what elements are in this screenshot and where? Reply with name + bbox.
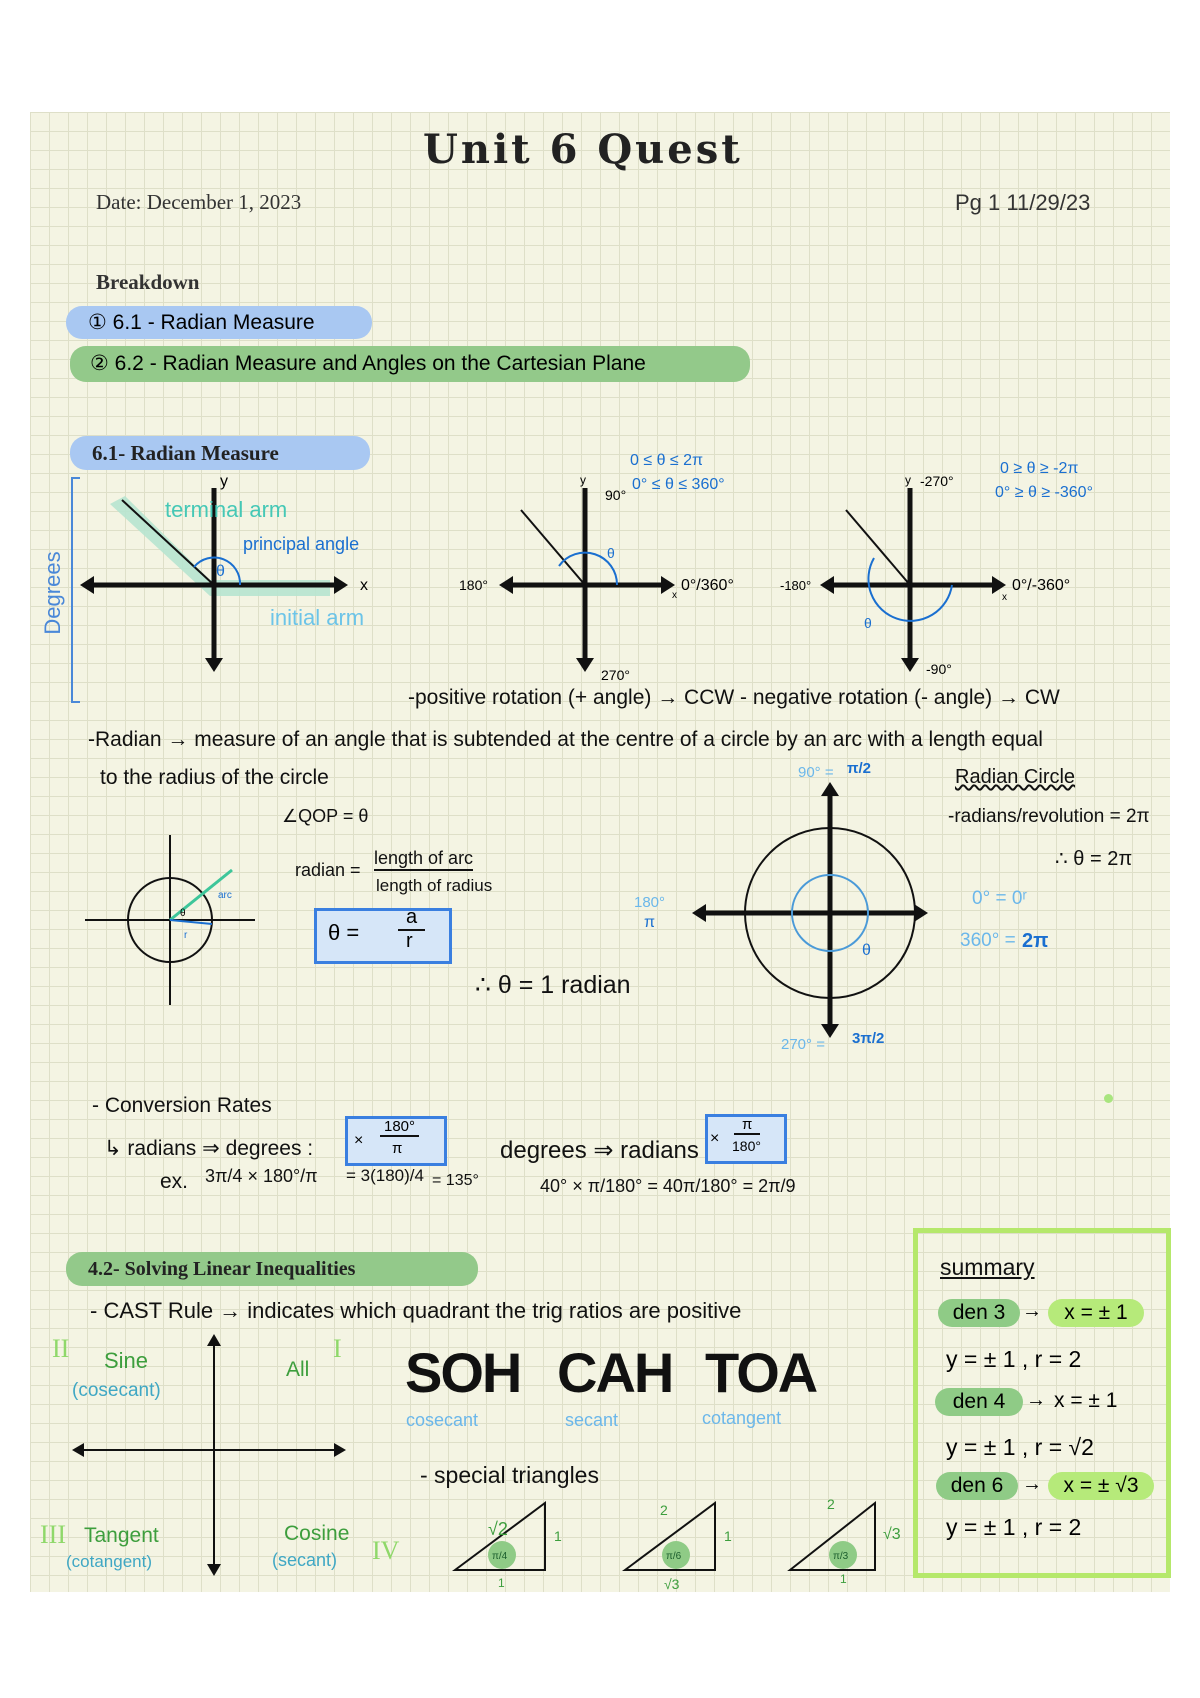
example-2: 40° × π/180° = 40π/180° = 2π/9 xyxy=(540,1176,796,1196)
range-deg: 0° ≤ θ ≤ 360° xyxy=(632,476,725,493)
svg-text:x: x xyxy=(672,590,677,601)
range-neg-rad: 0 ≥ θ ≥ -2π xyxy=(1000,460,1079,477)
tangent-label: Tangent xyxy=(84,1524,159,1547)
den4-x: x = ± 1 xyxy=(1054,1389,1118,1412)
soh-sub: cosecant xyxy=(406,1410,479,1430)
rotation-note: -positive rotation (+ angle) → CCW - negative rotation (- angle) → CW xyxy=(408,686,1060,709)
svg-text:√3: √3 xyxy=(664,1576,680,1592)
degrees-to-radians: degrees ⇒ radians xyxy=(500,1137,699,1164)
quadrant-iii: III xyxy=(40,1520,66,1549)
den4-arrow: → xyxy=(1026,1389,1046,1411)
den3-y: y = ± 1 , r = 2 xyxy=(946,1346,1082,1372)
svg-text:180°: 180° xyxy=(459,577,488,593)
toa-sub: cotangent xyxy=(702,1408,782,1428)
example-1-result: = 135° xyxy=(432,1172,479,1189)
svg-text:0°/360°: 0°/360° xyxy=(681,577,734,594)
conversion-heading: - Conversion Rates xyxy=(92,1094,272,1117)
circle-zero: 0° = 0ʳ xyxy=(972,888,1027,909)
den6-arrow: → xyxy=(1022,1473,1042,1495)
circle-full-deg: 360° = xyxy=(960,930,1016,951)
circle-bottom-deg: 270° = xyxy=(781,1036,825,1053)
svg-text:2: 2 xyxy=(660,1502,668,1518)
radian-fraction-denominator: length of radius xyxy=(376,876,493,895)
arc-radius-circle xyxy=(80,830,260,1010)
rad-factor-den: π xyxy=(392,1140,403,1157)
theta-label: θ xyxy=(216,563,225,580)
special-triangles-label: - special triangles xyxy=(420,1462,599,1488)
quadrant-ii: II xyxy=(52,1334,70,1363)
svg-text:θ: θ xyxy=(864,615,872,631)
special-triangle-pi-3 xyxy=(785,1495,915,1585)
cotangent-label: (cotangent) xyxy=(66,1552,152,1571)
svg-text:π/4: π/4 xyxy=(492,1551,508,1562)
toa-text: TOA xyxy=(705,1341,817,1404)
angle-qop: ∠QOP = θ xyxy=(282,806,369,826)
deg-factor-mult: × xyxy=(710,1130,720,1147)
section-pill-6-1: 6.1- Radian Measure xyxy=(70,436,370,470)
y-label: y xyxy=(220,473,228,490)
terminal-arm-label: terminal arm xyxy=(165,497,288,522)
svg-text:π/3: π/3 xyxy=(833,1551,849,1562)
example-label: ex. xyxy=(160,1170,189,1193)
cosecant-label: (cosecant) xyxy=(72,1380,161,1401)
positive-rotation-diagram xyxy=(455,470,734,683)
principal-angle-label: principal angle xyxy=(243,534,360,554)
soh-text: SOH xyxy=(405,1341,521,1404)
summary-title: summary xyxy=(940,1254,1035,1280)
svg-text:y: y xyxy=(580,473,586,487)
cast-rule: - CAST Rule → indicates which quadrant the trig ratios are positive xyxy=(90,1298,742,1323)
svg-text:-90°: -90° xyxy=(926,661,952,677)
circle-top-rad: π/2 xyxy=(847,760,871,777)
date-text: Date: December 1, 2023 xyxy=(96,190,302,214)
svg-text:1: 1 xyxy=(498,1576,505,1590)
circle-full-rad: 2π xyxy=(1022,930,1049,952)
example-1-mid: = 3(180)/4 xyxy=(346,1166,424,1185)
degrees-label: Degrees xyxy=(40,551,65,635)
svg-text:π/6: π/6 xyxy=(666,1551,682,1562)
negative-rotation-diagram xyxy=(780,470,1130,680)
secant-label: (secant) xyxy=(272,1550,338,1570)
all-label: All xyxy=(286,1358,310,1381)
breakdown-heading: Breakdown xyxy=(96,270,200,294)
svg-text:-180°: -180° xyxy=(780,578,812,593)
range-neg-deg: 0° ≥ θ ≥ -360° xyxy=(995,484,1093,501)
radian-formula-label: radian = xyxy=(295,860,361,880)
rad-factor-num: 180° xyxy=(380,1118,419,1137)
svg-text:x: x xyxy=(1002,592,1007,603)
radian-circle-diagram xyxy=(690,780,930,1040)
svg-text:r: r xyxy=(184,930,188,941)
quadrant-iv: IV xyxy=(372,1536,400,1565)
den6-y: y = ± 1 , r = 2 xyxy=(946,1514,1082,1540)
den3-arrow: → xyxy=(1022,1300,1042,1322)
section-pill-4-2: 4.2- Solving Linear Inequalities xyxy=(66,1252,478,1286)
radians-per-revolution: -radians/revolution = 2π xyxy=(948,806,1150,827)
green-dot xyxy=(1104,1094,1113,1103)
svg-text:√2: √2 xyxy=(488,1519,508,1539)
svg-text:2: 2 xyxy=(827,1496,835,1512)
svg-text:90°: 90° xyxy=(605,487,627,503)
den4-pill: den 4 xyxy=(935,1388,1023,1416)
den3-x: x = ± 1 xyxy=(1048,1299,1144,1327)
sine-label: Sine xyxy=(104,1348,149,1373)
theta-den: r xyxy=(406,930,413,952)
cosine-label: Cosine xyxy=(284,1522,350,1545)
therefore-one-radian: ∴ θ = 1 radian xyxy=(475,971,631,999)
svg-text:arc: arc xyxy=(218,890,232,901)
example-1: 3π/4 × 180°/π xyxy=(205,1166,318,1186)
x-label: x xyxy=(360,577,368,594)
special-triangle-pi-4 xyxy=(450,1495,570,1590)
cah-text: CAH xyxy=(557,1341,673,1404)
svg-text:√3: √3 xyxy=(883,1526,901,1543)
circle-left-deg: 180° xyxy=(634,894,666,911)
quadrant-i: I xyxy=(333,1334,342,1363)
special-triangle-pi-6 xyxy=(620,1495,740,1595)
svg-text:0°/-360°: 0°/-360° xyxy=(1012,577,1071,594)
svg-text:θ: θ xyxy=(180,908,186,919)
radian-fraction-numerator: length of arc xyxy=(374,848,473,871)
svg-text:270°: 270° xyxy=(601,667,630,683)
radian-definition-2: to the radius of the circle xyxy=(100,766,329,789)
initial-arm-label: initial arm xyxy=(270,605,365,630)
theta-two-pi: ∴ θ = 2π xyxy=(1055,848,1133,870)
den4-y: y = ± 1 , r = √2 xyxy=(946,1434,1094,1460)
radian-definition-1: -Radian → measure of an angle that is subtended at the centre of a circle by an arc with a length equal xyxy=(88,728,1043,751)
den6-x: x = ± √3 xyxy=(1048,1472,1154,1500)
den6-pill: den 6 xyxy=(936,1472,1018,1500)
svg-text:1: 1 xyxy=(554,1528,562,1544)
circle-left-rad: π xyxy=(644,914,656,931)
svg-text:1: 1 xyxy=(724,1528,732,1544)
theta-eq: θ = xyxy=(328,920,360,945)
svg-text:-270°: -270° xyxy=(920,473,954,489)
circle-bottom-rad: 3π/2 xyxy=(852,1030,885,1047)
deg-factor-num: π xyxy=(734,1116,760,1135)
svg-text:1: 1 xyxy=(840,1572,847,1586)
den3-pill: den 3 xyxy=(938,1299,1020,1327)
radians-to-degrees: ↳ radians ⇒ degrees : xyxy=(104,1137,314,1160)
circle-top-deg: 90° = xyxy=(798,764,834,781)
svg-text:θ: θ xyxy=(862,942,871,959)
theta-num: a xyxy=(398,906,425,931)
range-rad: 0 ≤ θ ≤ 2π xyxy=(630,452,704,469)
cah-sub: secant xyxy=(565,1410,619,1430)
breakdown-item-2: ② 6.2 - Radian Measure and Angles on the Cartesian Plane xyxy=(70,346,750,382)
radian-circle-title: Radian Circle xyxy=(955,766,1076,788)
breakdown-item-1: ① 6.1 - Radian Measure xyxy=(66,306,372,339)
rad-factor-mult: × xyxy=(354,1132,364,1149)
page-title: Unit 6 Quest xyxy=(423,126,743,173)
deg-factor-den: 180° xyxy=(732,1138,761,1154)
page-note: Pg 1 11/29/23 xyxy=(955,190,1091,215)
svg-text:θ: θ xyxy=(607,545,615,561)
svg-text:y: y xyxy=(905,473,911,487)
